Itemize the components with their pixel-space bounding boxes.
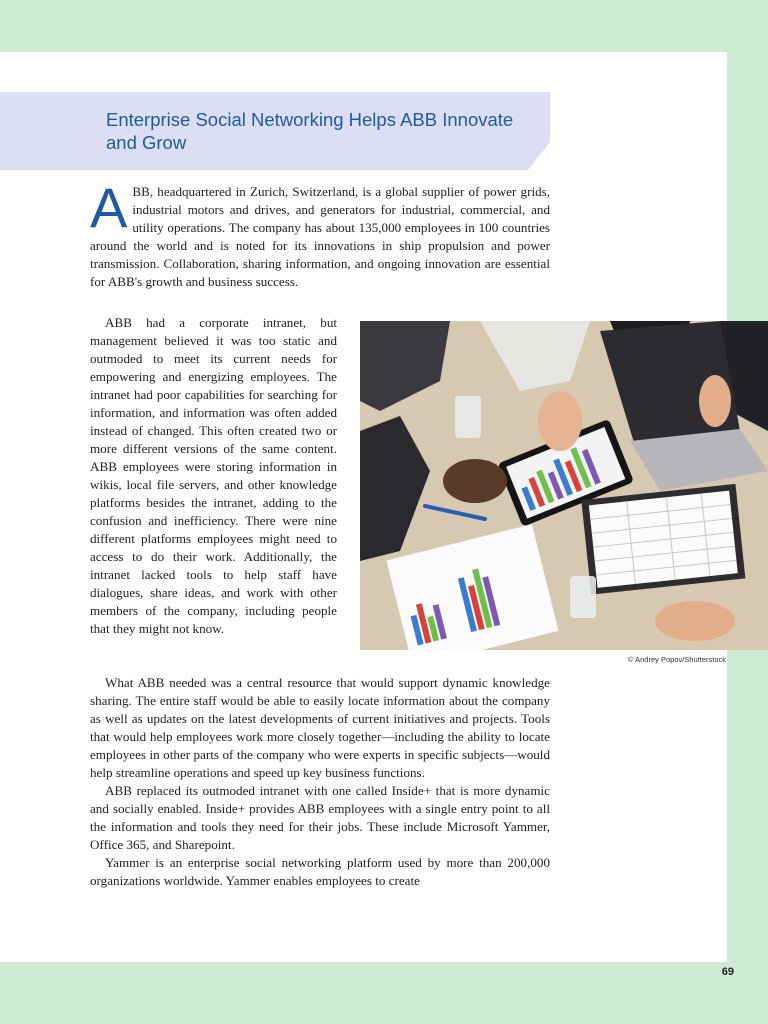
meeting-photo <box>360 321 768 650</box>
article-title: Enterprise Social Networking Helps ABB Innovate and Grow <box>106 109 514 153</box>
page-number: 69 <box>721 966 734 978</box>
paragraph-yammer: Yammer is an enterprise social networking platform used by more than 200,000 organizations worldwide. Yammer enables employees to create <box>90 855 550 888</box>
paragraph-intranet: ABB had a corporate intranet, but management believed it was too static and outmoded to meet its current needs for empowering and energizing employees. The intranet had poor capabilities for searching for information, and information was often added instead of changed. This often created two or more different versions of the same content. ABB employees were storing information in wikis, local file servers, and other knowledge platforms besides the intranet, adding to the confusion and inefficiency. There were nine different platforms employees might need to access to do their work. Additionally, the intranet lacked tools to help staff have dialogues, share ideas, and work with other members of the company, including people that they might not know. <box>90 315 337 636</box>
meeting-photo-illustration <box>360 321 768 650</box>
photo-credit: © Andrey Popov/Shutterstock <box>627 655 726 664</box>
paragraph-intro-text: BB, headquartered in Zurich, Switzerland, is a global supplier of power grids, industrial motors and drives, and generators for industrial, commercial, and utility operations. The company has about 135,000 employees in 100 countries around the world and is noted for its innovations in ship propulsion and power transmission. Collaboration, sharing information, and ongoing innovation are essential for ABB's growth and business success. <box>90 184 550 289</box>
dropcap-letter: A <box>90 176 128 239</box>
page-sheet <box>0 52 727 962</box>
paragraph-needs: What ABB needed was a central resource that would support dynamic knowledge sharing. The entire staff would be able to easily locate information about the company as well as updates on the latest developments of current initiatives and projects. Tools that would help employees work more closely together—including the ability to locate employees in other parts of the company who were experts in specific subjects—would help streamline operations and speed up key business functions. <box>90 675 550 780</box>
paragraph-intro <box>90 176 550 291</box>
paragraph-inside-plus: ABB replaced its outmoded intranet with one called Inside+ that is more dynamic and socially enabled. Inside+ provides ABB employees with a single entry point to all the information and tools they need for their jobs. These include Microsoft Yammer, Office 365, and Sharepoint. <box>90 783 550 852</box>
main-text-column <box>90 674 550 890</box>
